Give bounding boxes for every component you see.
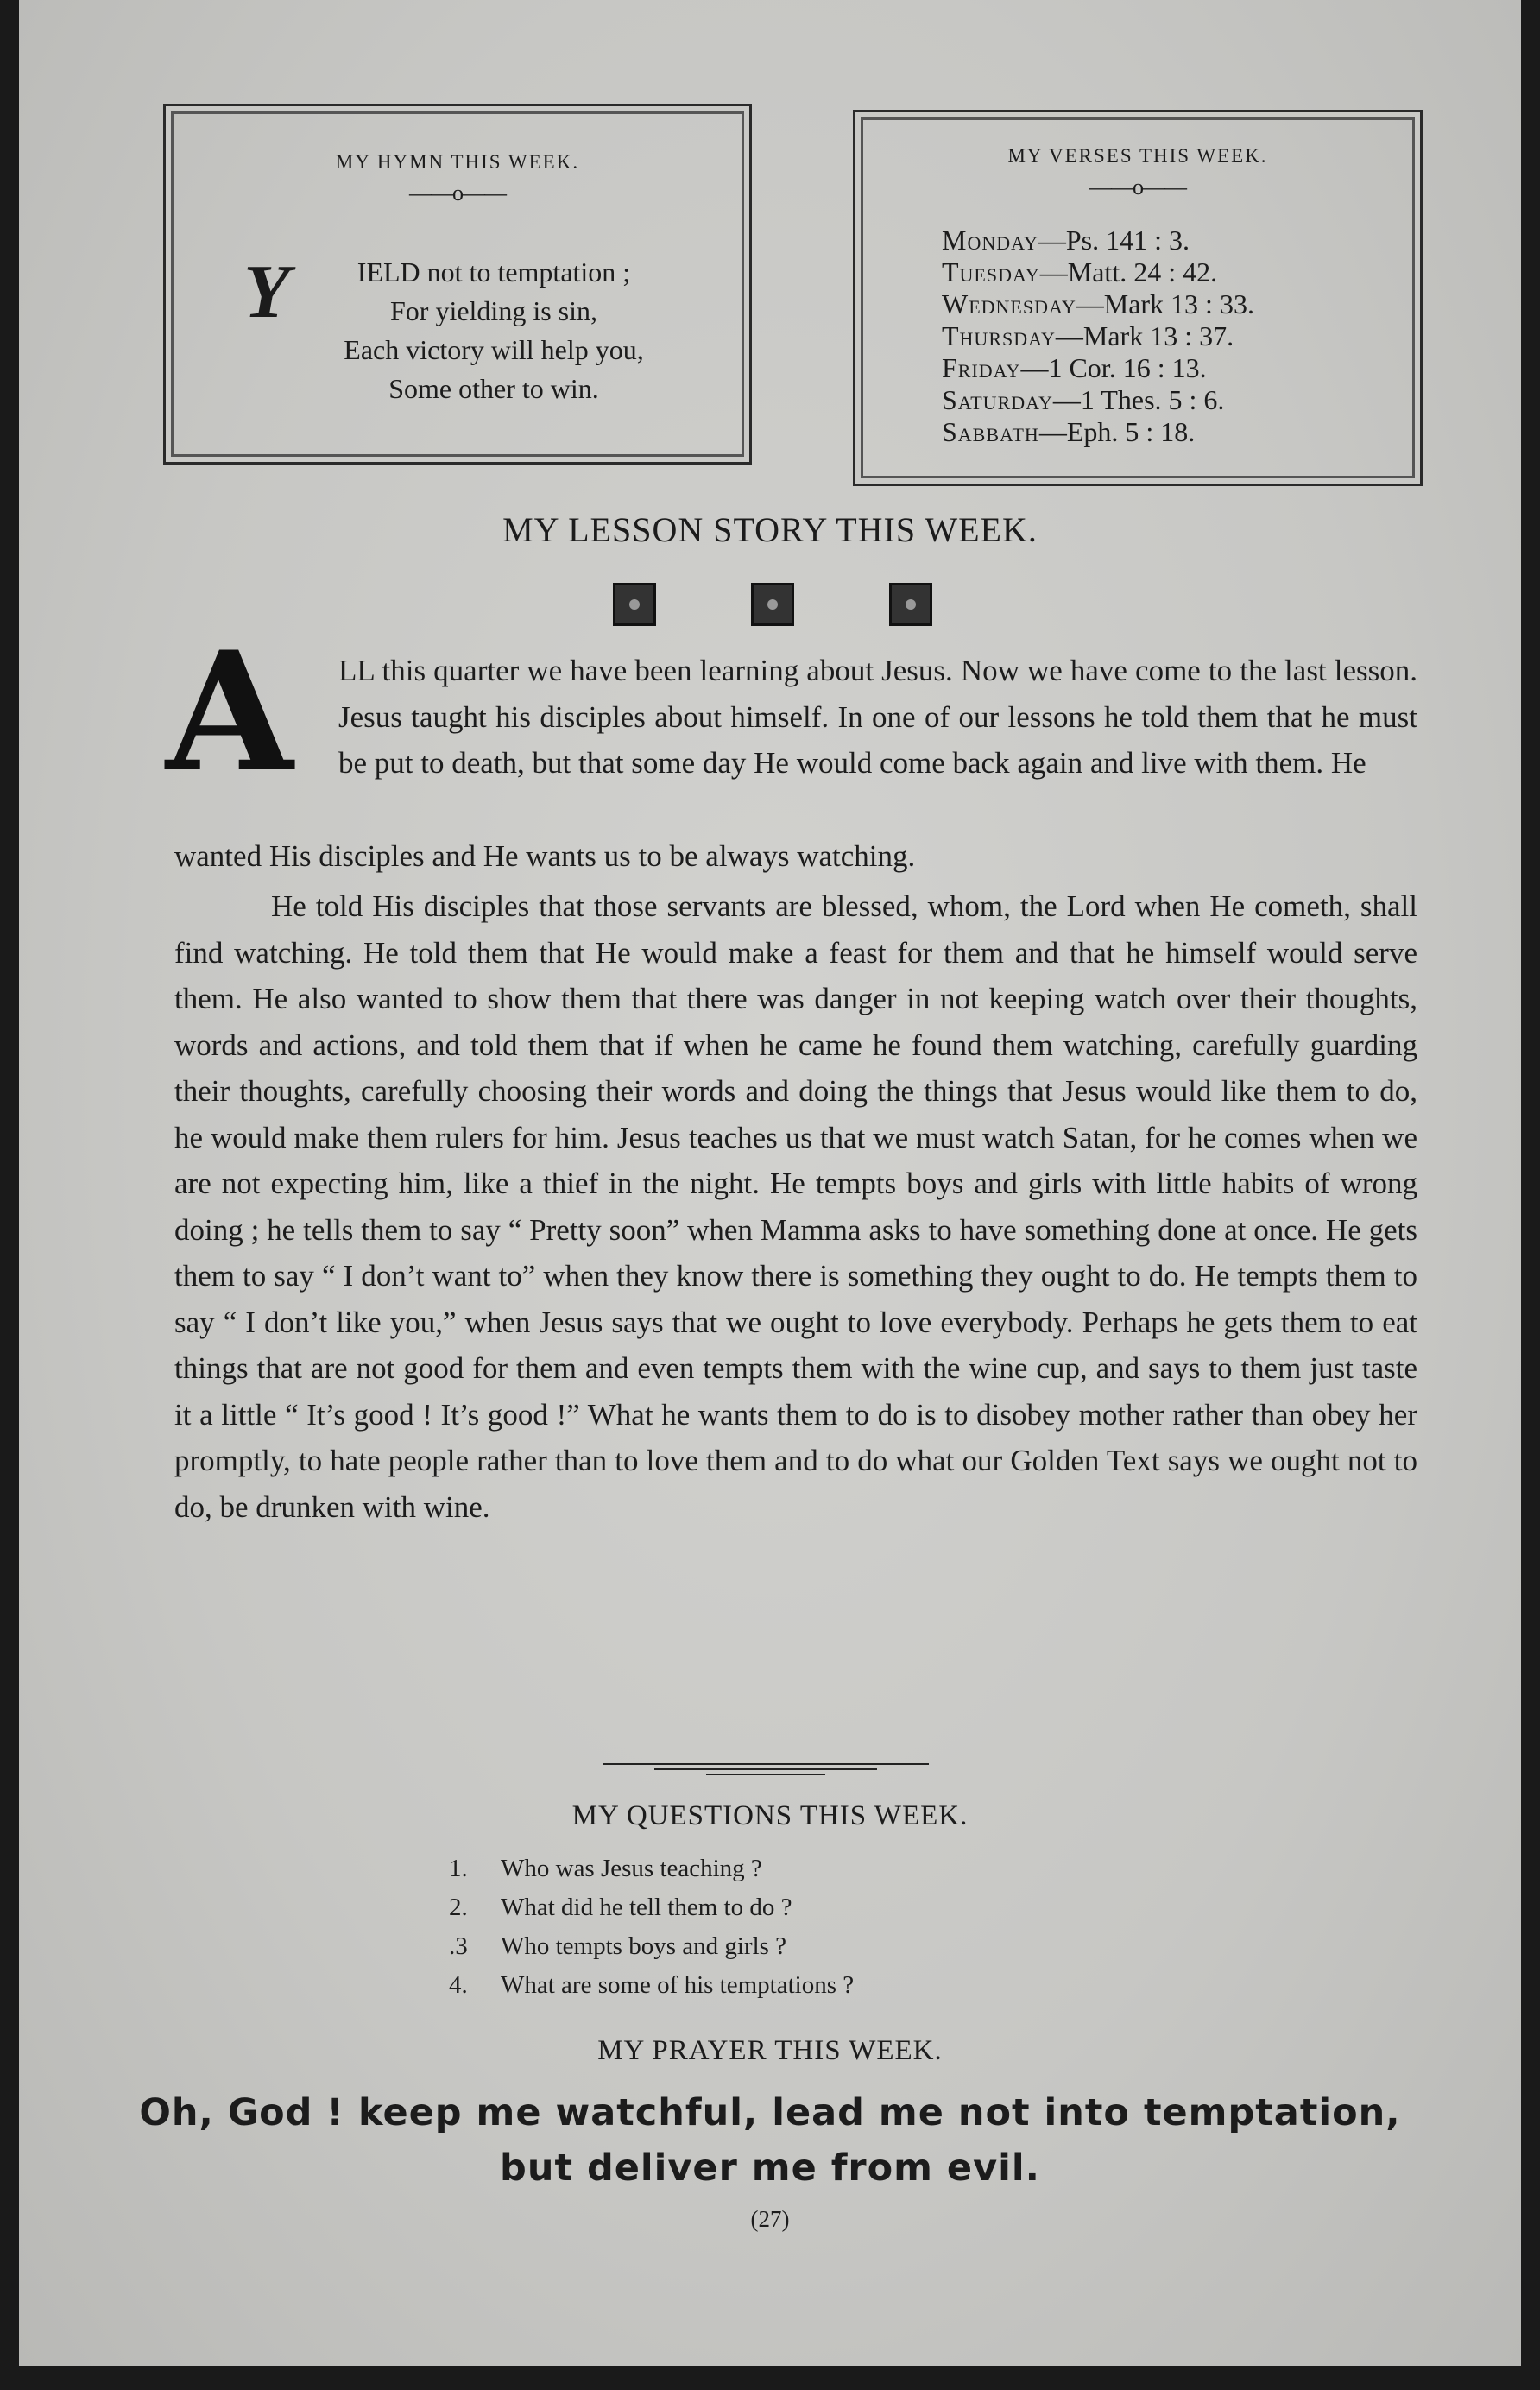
verse-ref: —Matt. 24 : 42. (1039, 256, 1218, 288)
verses-separator: ——o—— (1089, 174, 1186, 199)
question-text: What did he tell them to do ? (501, 1894, 792, 1921)
verse-day: Sabbath (942, 416, 1039, 447)
verse-ref: —Eph. 5 : 18. (1038, 416, 1196, 447)
verse-day: Friday (942, 352, 1021, 383)
verse-ref: —Mark 13 : 33. (1076, 288, 1254, 319)
ornament-square (751, 583, 794, 626)
hymn-separator: ——o—— (409, 180, 506, 205)
question-item (449, 1888, 854, 1927)
hymn-line: IELD not to temptation ; (357, 256, 631, 288)
question-number: 1. (449, 1855, 468, 1882)
prayer-title: MY PRAYER THIS WEEK. (597, 2035, 943, 2066)
verse-item (942, 352, 1254, 384)
questions-title: MY QUESTIONS THIS WEEK. (571, 1800, 969, 1831)
verse-item (942, 224, 1254, 256)
hymn-drop-cap: Y (243, 250, 290, 334)
verse-ref: —Mark 13 : 37. (1055, 320, 1234, 351)
verse-day: Monday (942, 224, 1038, 256)
question-item (449, 1927, 854, 1966)
section-divider (603, 1760, 929, 1780)
verse-item (942, 320, 1254, 352)
verse-day: Wednesday (942, 288, 1076, 319)
verse-day: Thursday (942, 320, 1056, 351)
verses-box (853, 110, 1423, 486)
lesson-title: MY LESSON STORY THIS WEEK. (502, 510, 1038, 549)
verse-list (942, 224, 1254, 448)
question-item (449, 1849, 854, 1888)
verse-day: Saturday (942, 384, 1053, 415)
ornament-square (889, 583, 932, 626)
lesson-drop-cap: A (166, 616, 293, 808)
hymn-line: Some other to win. (388, 373, 599, 404)
verse-ref: —1 Thes. 5 : 6. (1052, 384, 1225, 415)
lesson-paragraph-2: He told His disciples that those servants are blessed, whom, the Lord when He cometh, shall find watching. He told them that He would make a feast for them and that he himself would serve them. He also wanted to show them that there was danger in not keeping watch over their thoughts, words and actions, and told them that if when he came he found them watching, carefully guarding their thoughts, carefully choosing their words and doing the things that Jesus would like them to do, he would make them rulers for him. Jesus teaches us that we must watch Satan, for he comes when we are not expecting him, like a thief in the night. He tempts boys and girls with little habits of wrong doing ; he tells them to say “ Pretty soon” when Mamma asks to have something done at once. He gets them to say “ I don’t want to” when they know there is something they ought to do. He tempts them to say “ I don’t like you,” when Jesus says that we ought to love everybody. Perhaps he gets them to eat things that are not good for them and even tempts them with the wine cup, and says to them just taste it a little “ It’s good ! It’s good !” What he wants them to do is to disobey mother rather than obey her promptly, to hate people rather than to love them and to do what our Golden Text says we ought not to do, be drunken with wine. (174, 889, 1417, 1524)
hymn-line: For yielding is sin, (389, 295, 597, 326)
verse-item (942, 416, 1254, 448)
hymn-box (163, 104, 752, 465)
page-number: (27) (750, 2206, 790, 2232)
question-number: 4. (449, 1971, 468, 1999)
questions-list (449, 1849, 854, 2005)
verse-item (942, 384, 1254, 416)
hymn-line: Each victory will help you, (344, 334, 644, 365)
ornament-square (613, 583, 656, 626)
hymn-title: MY HYMN THIS WEEK. (335, 151, 580, 173)
verse-ref: —Ps. 141 : 3. (1038, 224, 1190, 256)
lesson-paragraph-1-rest: wanted His disciples and He wants us to be always watching. (174, 839, 916, 873)
question-text: Who was Jesus teaching ? (501, 1855, 762, 1882)
question-number: .3 (449, 1932, 468, 1960)
prayer-line: Oh, God ! keep me watchful, lead me not into temptation, (139, 2091, 1401, 2134)
question-number: 2. (449, 1894, 468, 1921)
verse-ref: —1 Cor. 16 : 13. (1020, 352, 1207, 383)
verses-title: MY VERSES THIS WEEK. (1007, 145, 1268, 167)
prayer-line: but deliver me from evil. (500, 2147, 1040, 2190)
verse-day: Tuesday (942, 256, 1040, 288)
verse-item (942, 288, 1254, 320)
question-text: What are some of his temptations ? (501, 1971, 855, 1999)
question-item (449, 1966, 854, 2005)
question-text: Who tempts boys and girls ? (501, 1932, 787, 1960)
hymn-body (243, 250, 692, 408)
page (19, 0, 1521, 2366)
lesson-paragraph-1-lead: LL this quarter we have been learning about Jesus. Now we have come to the last lesson. Jesus taught his disciples about himself. In one of our lessons he told them that he must be put to death, but that some day He would come back again and live with them. He (338, 654, 1417, 780)
verse-item (942, 256, 1254, 288)
